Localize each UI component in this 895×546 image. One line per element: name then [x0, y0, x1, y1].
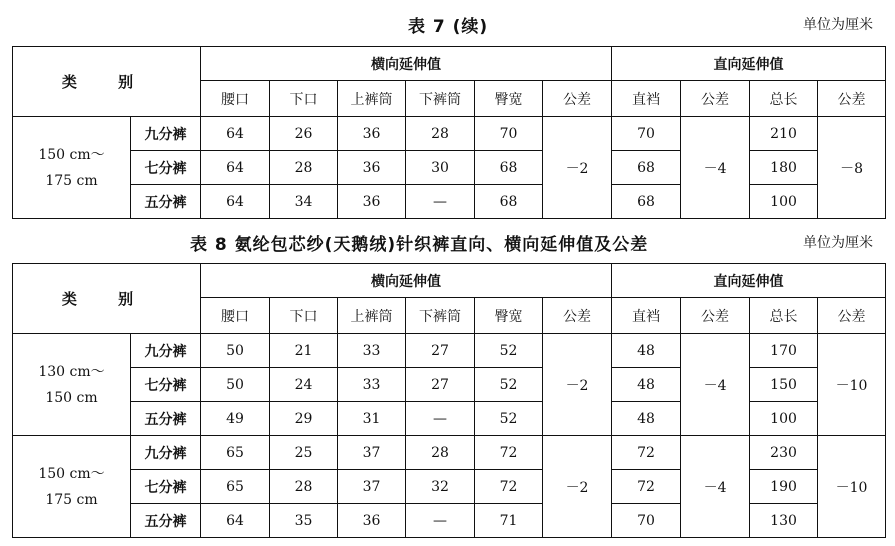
lower-leg-value: 30 [406, 151, 475, 185]
upper-leg-value: 33 [338, 368, 406, 402]
column-header: 公差 [818, 81, 886, 117]
lower-leg-value: 28 [406, 436, 475, 470]
upper-leg-value: 37 [338, 436, 406, 470]
column-header: 腰口 [201, 298, 270, 334]
table-row [13, 504, 886, 538]
upper-leg-value: 33 [338, 334, 406, 368]
lower-leg-value: — [406, 504, 475, 538]
inseam-value: 70 [612, 504, 681, 538]
column-header: 下口 [270, 81, 338, 117]
inseam-value: 68 [612, 151, 681, 185]
hip-value: 68 [475, 151, 543, 185]
table8-caption-bar [0, 228, 895, 255]
inseam-value: 72 [612, 436, 681, 470]
hem-value: 34 [270, 185, 338, 219]
column-header: 直裆 [612, 81, 681, 117]
lower-leg-value: — [406, 402, 475, 436]
waist-value: 65 [201, 436, 270, 470]
pant-style-cell: 七分裤 [131, 470, 201, 504]
waist-value: 50 [201, 334, 270, 368]
inseam-tolerance-cell: －4 [681, 334, 750, 436]
table-row [13, 436, 886, 470]
upper-leg-value: 36 [338, 185, 406, 219]
inseam-value: 70 [612, 117, 681, 151]
hem-value: 28 [270, 151, 338, 185]
total-length-value: 150 [750, 368, 818, 402]
hem-value: 35 [270, 504, 338, 538]
table7-title: 表 7 (续) [408, 17, 489, 37]
table7 [12, 46, 886, 219]
column-header: 下口 [270, 298, 338, 334]
inseam-value: 48 [612, 334, 681, 368]
hip-value: 70 [475, 117, 543, 151]
table8-title: 表 8 氨纶包芯纱(天鹅绒)针织裤直向、横向延伸值及公差 [190, 235, 649, 255]
waist-value: 50 [201, 368, 270, 402]
total-length-value: 100 [750, 185, 818, 219]
upper-leg-value: 31 [338, 402, 406, 436]
hem-value: 24 [270, 368, 338, 402]
horizontal-tolerance-cell: －2 [543, 436, 612, 538]
pant-style-cell: 九分裤 [131, 436, 201, 470]
lower-leg-value: 27 [406, 334, 475, 368]
table-row [13, 368, 886, 402]
column-header: 臀宽 [475, 298, 543, 334]
hip-value: 52 [475, 368, 543, 402]
waist-value: 64 [201, 185, 270, 219]
table-row [13, 334, 886, 368]
upper-leg-value: 36 [338, 151, 406, 185]
inseam-value: 72 [612, 470, 681, 504]
hip-value: 52 [475, 334, 543, 368]
size-range-line: 130 cm～ [38, 363, 105, 380]
waist-value: 64 [201, 151, 270, 185]
total-length-value: 210 [750, 117, 818, 151]
lower-leg-value: 32 [406, 470, 475, 504]
horizontal-stretch-header: 横向延伸值 [201, 47, 612, 81]
size-range-line: 175 cm [45, 172, 98, 189]
category-header: 类 别 [13, 47, 201, 117]
inseam-tolerance-cell: －4 [681, 117, 750, 219]
size-range-cell [13, 436, 131, 538]
lower-leg-value: — [406, 185, 475, 219]
pant-style-cell: 五分裤 [131, 504, 201, 538]
hem-value: 25 [270, 436, 338, 470]
inseam-value: 68 [612, 185, 681, 219]
table-row [13, 151, 886, 185]
total-length-value: 130 [750, 504, 818, 538]
column-header: 总长 [750, 81, 818, 117]
pant-style-cell: 九分裤 [131, 334, 201, 368]
horizontal-tolerance-cell: －2 [543, 334, 612, 436]
hem-value: 28 [270, 470, 338, 504]
vertical-stretch-header: 直向延伸值 [612, 264, 886, 298]
horizontal-tolerance-cell: －2 [543, 117, 612, 219]
hem-value: 21 [270, 334, 338, 368]
column-header: 公差 [818, 298, 886, 334]
column-header: 上裤筒 [338, 298, 406, 334]
table7-unit: 单位为厘米 [803, 17, 873, 33]
table-row [13, 185, 886, 219]
hip-value: 71 [475, 504, 543, 538]
hem-value: 26 [270, 117, 338, 151]
hip-value: 72 [475, 436, 543, 470]
waist-value: 49 [201, 402, 270, 436]
lower-leg-value: 27 [406, 368, 475, 402]
hip-value: 72 [475, 470, 543, 504]
waist-value: 64 [201, 117, 270, 151]
total-length-value: 230 [750, 436, 818, 470]
hem-value: 29 [270, 402, 338, 436]
size-range-line: 150 cm～ [38, 146, 105, 163]
size-range-line: 150 cm～ [38, 465, 105, 482]
length-tolerance-cell: －10 [818, 436, 886, 538]
column-header: 腰口 [201, 81, 270, 117]
pant-style-cell: 五分裤 [131, 402, 201, 436]
column-header: 直裆 [612, 298, 681, 334]
inseam-value: 48 [612, 402, 681, 436]
total-length-value: 100 [750, 402, 818, 436]
horizontal-stretch-header: 横向延伸值 [201, 264, 612, 298]
size-range-cell [13, 334, 131, 436]
table-row [13, 470, 886, 504]
header-row-groups [13, 47, 886, 81]
lower-leg-value: 28 [406, 117, 475, 151]
pant-style-cell: 五分裤 [131, 185, 201, 219]
pant-style-cell: 七分裤 [131, 368, 201, 402]
column-header: 臀宽 [475, 81, 543, 117]
length-tolerance-cell: －8 [818, 117, 886, 219]
pant-style-cell: 九分裤 [131, 117, 201, 151]
column-header: 总长 [750, 298, 818, 334]
table-row [13, 402, 886, 436]
column-header: 下裤筒 [406, 81, 475, 117]
category-header: 类 别 [13, 264, 201, 334]
column-header: 公差 [681, 298, 750, 334]
vertical-stretch-header: 直向延伸值 [612, 47, 886, 81]
total-length-value: 190 [750, 470, 818, 504]
table8-unit: 单位为厘米 [803, 235, 873, 251]
table7-caption-bar [0, 10, 895, 37]
pant-style-cell: 七分裤 [131, 151, 201, 185]
waist-value: 64 [201, 504, 270, 538]
table-row [13, 117, 886, 151]
size-range-cell [13, 117, 131, 219]
column-header: 公差 [543, 81, 612, 117]
column-header: 公差 [543, 298, 612, 334]
total-length-value: 180 [750, 151, 818, 185]
upper-leg-value: 36 [338, 504, 406, 538]
total-length-value: 170 [750, 334, 818, 368]
size-range-line: 175 cm [45, 491, 98, 508]
upper-leg-value: 36 [338, 117, 406, 151]
inseam-value: 48 [612, 368, 681, 402]
length-tolerance-cell: －10 [818, 334, 886, 436]
hip-value: 52 [475, 402, 543, 436]
size-range-line: 150 cm [45, 389, 98, 406]
hip-value: 68 [475, 185, 543, 219]
header-row-groups [13, 264, 886, 298]
column-header: 公差 [681, 81, 750, 117]
inseam-tolerance-cell: －4 [681, 436, 750, 538]
table8 [12, 263, 886, 538]
upper-leg-value: 37 [338, 470, 406, 504]
waist-value: 65 [201, 470, 270, 504]
column-header: 上裤筒 [338, 81, 406, 117]
column-header: 下裤筒 [406, 298, 475, 334]
